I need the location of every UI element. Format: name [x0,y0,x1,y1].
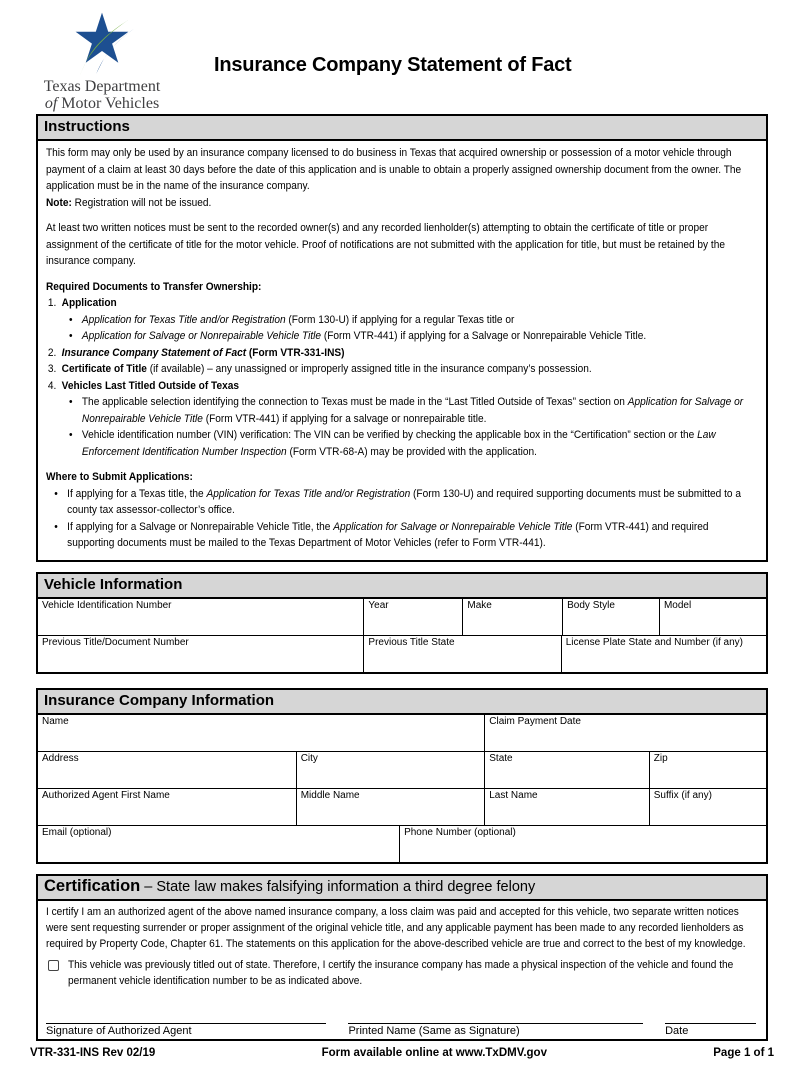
text-block: 4. Vehicles Last Titled Outside of Texas [46,378,757,395]
field-name[interactable] [38,715,484,751]
certification-section [36,874,768,1042]
text-block: • If applying for a Texas title, the Application for Texas Title and/or Registration (Form 130-U) and required supporting documents must be submitted to a county tax assessor-collector’s office. [54,487,741,516]
signature-row [38,989,766,1039]
form-header [36,10,768,114]
certification-heading-word: Certification [44,876,141,895]
field-email-optional[interactable] [38,826,399,862]
spacer [46,270,757,279]
text-block: • Vehicle identification number (VIN) verification: The VIN can be verified by checking the applicable box in the “Certification” section or the Law Enforcement Identification Number Inspection (Form VTR-68-A) may be provided with the application. [69,429,716,458]
field-state[interactable] [484,752,649,788]
field-label: City [300,752,318,764]
out-of-state-checkbox-row [38,956,766,989]
text-block: • If applying for a Salvage or Nonrepairable Vehicle Title, the Application for Salvage or Nonrepairable Vehicle Title (Form VTR-441) and required supporting documents must be mailed to the Texas Department of Motor Vehicles (refer to Form VTR-441). [54,520,709,549]
field-label: State [489,752,513,764]
instructions-heading: Instructions [38,116,766,141]
text-block: • Application for Texas Title and/or Registration (Form 130-U) if applying for a regular Texas title or [46,312,757,329]
text-block: Required Documents to Transfer Ownership: [46,280,262,293]
text-block: This form may only be used by an insurance company licensed to do business in Texas that acquired ownership or possession of a motor vehicle through payment of a claim at least 30 days before the date of this application and is unable to obtain a properly assigned ownership document from the owner. The application must be in the name of the insurance company. [46,147,742,192]
insurance-company-table [38,715,766,862]
txdmv-logo [36,10,168,113]
out-of-state-checkbox-label: This vehicle was previously titled out of state. Therefore, I certify the insurance company has made a physical inspection of the vehicle and found the permanent vehicle identification number to be as indicated above. [68,959,734,988]
list-marker: 2. [47,346,57,359]
field-label: Middle Name [300,789,360,801]
field-previous-title-state[interactable] [363,636,560,672]
field-label: Email (optional) [42,826,112,838]
field-label: Make [467,599,492,611]
list-marker: 4. [47,379,57,392]
signature-field [348,1023,643,1037]
text-block: • The applicable selection identifying the connection to Texas must be made in the “Last Titled Outside of Texas” section on Application for Salvage or Nonrepairable Vehicle Title (Form VTR-441) if applying for a salvage or nonrepairable title. [69,396,744,425]
field-zip[interactable] [649,752,766,788]
form-title: Insurance Company Statement of Fact [214,54,572,76]
instructions-body [38,141,766,560]
signature-field [46,1023,326,1037]
text-block: At least two written notices must be sent to the recorded owner(s) and any recorded lienholder(s) attempting to obtain the certificate of title or proper assignment of the certificate of title for the motor vehicle. Proof of notifications are not submitted with the application for title, but must be retained by the insurance company. [46,222,725,267]
list-marker: • [69,396,73,408]
instructions-section [36,114,768,562]
field-suffix-if-any[interactable] [649,789,766,825]
field-model[interactable] [659,599,766,635]
footer-availability-note: Form available online at www.TxDMV.gov [321,1047,547,1060]
field-label: Model [663,599,692,611]
list-marker: 3. [47,363,57,375]
text-block: • Application for Salvage or Nonrepairable Vehicle Title (Form VTR-441) if applying for a Salvage or Nonrepairable Vehicle Title. [46,328,757,345]
field-city[interactable] [296,752,485,788]
txdmv-star-icon [64,10,140,78]
spacer [46,460,757,469]
text-block: 3. Certificate of Title (if available) – any unassigned or improperly assigned title in the insurance company’s possession. [46,361,757,378]
field-label: Name [42,715,69,727]
logo-text: Texas Department of Motor Vehicles [43,78,161,113]
field-label: Previous Title/Document Number [42,636,189,648]
field-vehicle-identification-number[interactable] [38,599,363,635]
field-label: Previous Title State [368,636,455,648]
insurance-company-section [36,688,768,864]
field-claim-payment-date[interactable] [484,715,766,751]
field-phone-number-optional[interactable] [399,826,766,862]
field-label: Body Style [567,599,615,611]
page-number: Page 1 of 1 [713,1047,774,1060]
list-marker: • [69,313,73,326]
insurance-company-heading: Insurance Company Information [38,690,766,715]
field-address[interactable] [38,752,296,788]
text-block: Where to Submit Applications: [46,471,193,483]
field-label: License Plate State and Number (if any) [565,636,744,648]
field-label: Vehicle Identification Number [42,599,172,611]
certification-heading [38,876,766,902]
form-number: VTR-331-INS Rev 02/19 [30,1047,156,1060]
spacer [46,211,757,220]
table-row [38,635,766,672]
field-label: Authorized Agent First Name [42,789,170,801]
field-last-name[interactable] [484,789,649,825]
list-marker: • [69,330,73,342]
form-footer [30,1045,774,1059]
list-marker: • [54,487,58,500]
signature-field-label: Printed Name (Same as Signature) [348,1025,520,1038]
field-body-style[interactable] [562,599,659,635]
vehicle-information-section [36,572,768,674]
text-block: 1. Application [46,295,757,312]
field-label: Phone Number (optional) [404,826,516,838]
table-row [38,715,766,751]
text-block: Note: Registration will not be issued. [46,196,212,209]
field-license-plate-state-and-number-if-any[interactable] [561,636,766,672]
signature-field [665,1023,756,1037]
text-block: 2. Insurance Company Statement of Fact (Form VTR-331-INS) [46,345,757,362]
table-row [38,751,766,788]
field-label: Zip [653,752,668,764]
field-label: Year [368,599,389,611]
certification-statement: I certify I am an authorized agent of the above named insurance company, a loss claim was paid and accepted for this vehicle, two separate written notices were sent requesting surrender or proper assignment of the original vehicle title, and any applicable payment has been made to any recorded lienholders as required by Property Code, Chapter 61. The statements on this application for the above-described vehicle are true and correct to the best of my knowledge. [46,906,746,951]
field-label: Suffix (if any) [653,789,712,801]
field-label: Last Name [489,789,538,801]
field-label: Address [42,752,79,764]
list-marker: • [54,520,58,533]
out-of-state-checkbox[interactable] [48,960,59,971]
table-row [38,599,766,635]
signature-field-label: Signature of Authorized Agent [46,1025,192,1038]
field-previous-title-document-number[interactable] [38,636,363,672]
signature-field-label: Date [665,1025,689,1038]
field-authorized-agent-first-name[interactable] [38,789,296,825]
field-year[interactable] [363,599,462,635]
table-row [38,825,766,862]
list-marker: 1. [47,297,57,309]
vehicle-information-table [38,599,766,672]
field-make[interactable] [462,599,562,635]
vehicle-information-heading: Vehicle Information [38,574,766,599]
list-marker: • [69,429,73,441]
field-middle-name[interactable] [296,789,485,825]
table-row [38,788,766,825]
field-label: Claim Payment Date [489,715,581,727]
certification-heading-subtitle: – State law makes falsifying information a third degree felony [140,878,536,895]
